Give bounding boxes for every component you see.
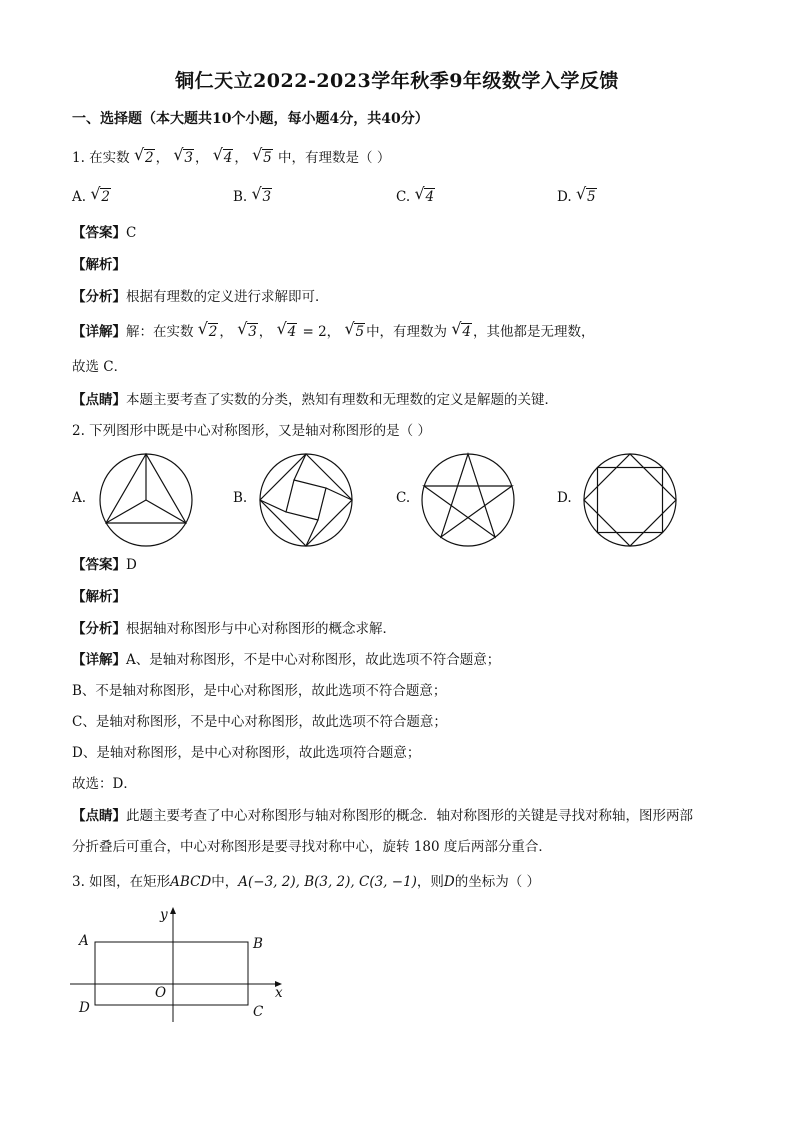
q2-line-b: B、不是轴对称图形，是中心对称图形，故此选项不符合题意； [72, 683, 447, 699]
q2-line-c: C、是轴对称图形，不是中心对称图形，故此选项不符合题意； [72, 714, 447, 730]
q2-option-d-label: D. [557, 490, 572, 506]
q1-answer: 【答案】C [72, 225, 137, 241]
q1-stem: 1. 在实数 √ 2 ， √ 3 ， √ 4 ， √ 5 中，有理数是（ ） [72, 148, 390, 168]
sqrt-2: √ 2 [135, 148, 155, 168]
q1-option-a: A. √ 2 [72, 187, 112, 207]
q2-stem: 2. 下列图形中既是中心对称图形，又是轴对称图形的是（ ） [72, 423, 431, 439]
q2-line-d: D、是轴对称图形，是中心对称图形，故此选项符合题意； [72, 745, 421, 761]
q2-dianjing: 【点睛】此题主要考查了中心对称图形与轴对称图形的概念．轴对称图形的关键是寻找对称轴，图形两部 [72, 808, 693, 824]
q2-dianjing-cont: 分折叠后可重合，中心对称图形是要寻找对称中心，旋转 180 度后两部分重合． [72, 839, 552, 855]
q2-option-c-label: C. [396, 490, 411, 506]
q2-option-b-label: B. [233, 490, 248, 506]
section-heading: 一、选择题（本大题共10个小题，每小题4分，共40分） [72, 111, 429, 127]
q1-stem-suffix: 中，有理数是（ ） [278, 150, 391, 166]
figure-d-circle-octagram [580, 450, 680, 550]
q1-option-b: B. √ 3 [233, 187, 273, 207]
q2-option-a-label: A. [72, 490, 87, 506]
point-label-c: C [253, 1004, 264, 1020]
q2-fenxi: 【分析】根据轴对称图形与中心对称图形的概念求解． [72, 621, 396, 637]
q1-option-d: D. √ 5 [557, 187, 598, 207]
q3-stem: 3. 如图，在矩形ABCD中，A(−3, 2), B(3, 2), C(3, −1)，则D的坐标为（ ） [72, 874, 541, 890]
sqrt-5: √ 5 [253, 148, 273, 168]
q1-analysis-tag: 【解析】 [72, 257, 126, 273]
y-axis-label: y [160, 907, 168, 923]
q2-choose: 故选：D． [72, 776, 137, 792]
q1-fenxi: 【分析】根据有理数的定义进行求解即可． [72, 289, 329, 305]
figure-a-circle-triangle [96, 450, 196, 550]
figure-b-circle-pinwheel [256, 450, 356, 550]
q2-answer: 【答案】D [72, 557, 137, 573]
point-label-d: D [79, 1000, 90, 1016]
q1-dianjing: 【点睛】本题主要考查了实数的分类，熟知有理数和无理数的定义是解题的关键． [72, 392, 558, 408]
point-label-a: A [79, 933, 89, 949]
q1-xiangjie: 【详解】解：在实数 √ 2 ， √ 3 ， √ 4 = 2， √ 5 中，有理数为 √ 4 ，其他都是无理数， [72, 322, 594, 342]
q1-option-c: C. √ 4 [396, 187, 436, 207]
q2-xiangjie: 【详解】A、是轴对称图形，不是中心对称图形，故此选项不符合题意； [72, 652, 501, 668]
q2-analysis-tag: 【解析】 [72, 589, 126, 605]
x-axis-label: x [275, 985, 283, 1001]
figure-c-circle-pentagram [418, 450, 518, 550]
sqrt-4: √ 4 [214, 148, 234, 168]
sqrt-3: √ 3 [174, 148, 194, 168]
page-title: 铜仁天立2022-2023学年秋季9年级数学入学反馈 [175, 70, 619, 92]
origin-label: O [155, 985, 167, 1001]
q1-choose: 故选 C． [72, 359, 128, 375]
point-label-b: B [253, 936, 263, 952]
q1-stem-prefix: 1. 在实数 [72, 150, 130, 166]
